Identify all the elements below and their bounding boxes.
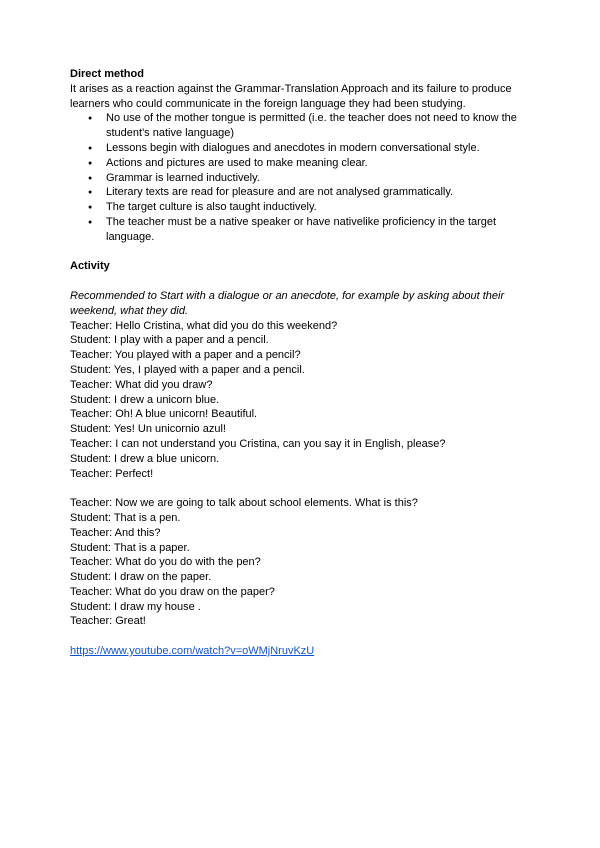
dialogue-line: Student: I drew a unicorn blue. <box>70 393 220 406</box>
spacer <box>70 481 536 496</box>
list-item: ● The teacher must be a native speaker or have nativelike proficiency in the target language. <box>106 215 536 245</box>
dialogue-line: Teacher: You played with a paper and a pencil? <box>70 349 301 362</box>
list-item: ● The target culture is also taught inductively. <box>106 200 536 215</box>
dialogue-line: Teacher: Great! <box>70 615 146 628</box>
dialogue-line: Student: Yes! Un unicornio azul! <box>70 423 226 436</box>
dialogue-line: Teacher: Now we are going to talk about school elements. What is this? <box>70 497 418 510</box>
dialogue-line: Teacher: I can not understand you Cristina, can you say it in English, please? <box>70 437 446 450</box>
spacer <box>70 245 536 260</box>
list-item: ● Lessons begin with dialogues and anecdotes in modern conversational style. <box>106 141 536 156</box>
dialogue-line: Teacher: Hello Cristina, what did you do this weekend? <box>70 319 338 332</box>
section-heading-direct-method: Direct method <box>70 68 144 80</box>
youtube-link[interactable]: https://www.youtube.com/watch?v=oWMjNruvKzU <box>70 645 315 658</box>
dialogue-line: Student: That is a paper. <box>70 541 190 554</box>
dialogue-line: Student: I play with a paper and a pencil. <box>70 334 269 347</box>
dialogue-line: Teacher: And this? <box>70 526 161 539</box>
section-heading-activity: Activity <box>70 260 110 273</box>
dialogue-line: Student: I drew a blue unicorn. <box>70 452 220 465</box>
direct-method-bullet-list <box>70 111 536 244</box>
dialogue-line: Teacher: What do you do with the pen? <box>70 556 261 569</box>
dialogue-line: Teacher: Oh! A blue unicorn! Beautiful. <box>70 408 258 421</box>
dialogue-line: Student: Yes, I played with a paper and a pencil. <box>70 363 305 376</box>
list-item: ● No use of the mother tongue is permitted (i.e. the teacher does not need to know the student's native language) <box>106 111 536 141</box>
intro-paragraph: It arises as a reaction against the Grammar-Translation Approach and its failure to produce learners who could communicate in the foreign language they had been studying. <box>70 82 512 110</box>
spacer <box>70 629 536 644</box>
dialogue-block-1 <box>70 319 536 482</box>
recommendation-note: Recommended to Start with a dialogue or an anecdote, for example by asking about their weekend, what they did. <box>70 289 505 317</box>
dialogue-block-2 <box>70 496 536 629</box>
dialogue-line: Teacher: What did you draw? <box>70 378 213 391</box>
dialogue-line: Student: That is a pen. <box>70 511 181 524</box>
dialogue-line: Teacher: What do you draw on the paper? <box>70 585 275 598</box>
list-item: ● Grammar is learned inductively. <box>106 171 536 186</box>
dialogue-line: Student: I draw my house . <box>70 600 201 613</box>
list-item: ● Literary texts are read for pleasure and are not analysed grammatically. <box>106 185 536 200</box>
dialogue-line: Teacher: Perfect! <box>70 467 154 480</box>
dialogue-line: Student: I draw on the paper. <box>70 571 212 584</box>
list-item: ● Actions and pictures are used to make meaning clear. <box>106 156 536 171</box>
spacer <box>70 274 536 289</box>
